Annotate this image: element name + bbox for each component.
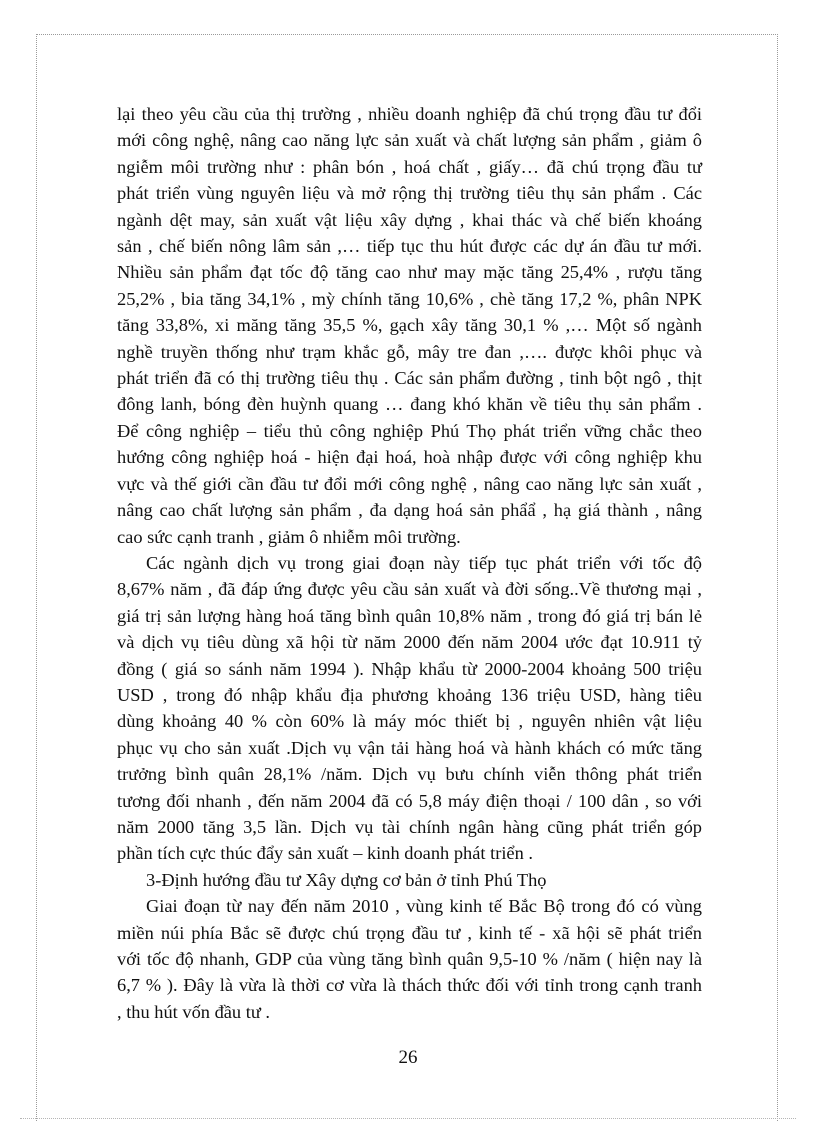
text-line: Giai đoạn từ nay đến năm 2010 , vùng kinh tế Bắc Bộ trong đó có vùng <box>146 896 702 917</box>
paragraph-investment <box>117 893 702 1025</box>
text-line: đồng ( giá so sánh năm 1994 ). Nhập khẩu từ 2000-2004 khoảng 500 triệu <box>117 658 702 679</box>
text-line: 8,67% năm , đã đáp ứng được yêu cầu sản xuất và đời sống..Về thương mại , <box>117 579 702 600</box>
text-line: với tốc độ nhanh, GDP của vùng tăng bình quân 9,5-10 % /năm ( hiện nay là <box>117 949 702 969</box>
text-line: trưởng bình quân 28,1% /năm. Dịch vụ bưu chính viễn thông phát triển <box>117 764 702 785</box>
text-line: Để công nghiệp – tiểu thủ công nghiệp Phú Thọ phát triển vững chắc theo <box>117 420 702 441</box>
text-line: phát triển đã có thị trường tiêu thụ . Các sản phẩm đường , tinh bột ngô , thịt <box>117 368 702 389</box>
text-line: 25,2% , bia tăng 34,1% , mỳ chính tăng 10,6% , chè tăng 17,2 %, phân NPK <box>117 288 702 309</box>
text-line: đông lanh, bóng đèn huỳnh quang … đang khó khăn về tiêu thụ sản phẩm . <box>117 394 702 415</box>
text-line: nghề truyền thống như trạm khắc gỗ, mây tre đan ,…. được khôi phục và <box>117 341 702 362</box>
text-line: vực và thế giới cần đầu tư đổi mới công nghệ , nâng cao năng lực sản xuất , <box>117 473 702 494</box>
page-border-bottom <box>20 1118 796 1119</box>
text-line: tăng 33,8%, xi măng tăng 35,5 %, gạch xây tăng 30,1 % ,… Một số ngành <box>117 315 702 336</box>
text-line: ngiễm môi trường như : phân bón , hoá chất , giấy… đã chú trọng đầu tư <box>117 156 702 177</box>
text-line: dùng khoảng 40 % còn 60% là máy móc thiết bị , nguyên nhiên vật liệu <box>117 711 702 732</box>
text-line: nâng cao chất lượng sản phẩm , đa dạng hoá sản phẩẩ , hạ giá thành , nâng <box>117 500 702 521</box>
text-line: phục vụ cho sản xuất .Dịch vụ vận tải hàng hoá và hành khách có mức tăng <box>117 737 702 758</box>
text-line: hướng công nghiệp hoá - hiện đại hoá, hoà nhập được với công nghiệp khu <box>117 447 702 468</box>
paragraph-services <box>117 550 702 867</box>
text-line: , thu hút vốn đầu tư . <box>117 1001 270 1022</box>
text-line: mới công nghệ, nâng cao năng lực sản xuất và chất lượng sản phẩm , giảm ô <box>117 130 702 151</box>
text-line: tương đối nhanh , đến năm 2004 đã có 5,8 máy điện thoại / 100 dân , so với <box>117 790 702 811</box>
text-line: USD , trong đó nhập khẩu địa phương khoảng 136 triệu USD, hàng tiêu <box>117 684 702 705</box>
text-line: phát triển vùng nguyên liệu và mở rộng thị trường tiêu thụ sản phẩm . Các <box>117 183 702 204</box>
text-line: và dịch vụ tiêu dùng xã hội từ năm 2000 đến năm 2004 ước đạt 10.911 tỷ <box>117 632 702 653</box>
text-line: ngành dệt may, sản xuất vật liệu xây dựng , khai thác và chế biến khoáng <box>117 209 702 230</box>
page-number: 26 <box>398 1047 418 1068</box>
text-line: giá trị sản lượng hàng hoá tăng bình quân 10,8% năm , trong đó giá trị bán lẻ <box>117 605 702 626</box>
text-line: phần tích cực thúc đẩy sản xuất – kinh doanh phát triển . <box>117 843 533 864</box>
text-line: miền núi phía Bắc sẽ được chú trọng đầu tư , kinh tế - xã hội sẽ phát triển <box>117 922 702 943</box>
text-line: sản , chế biến nông lâm sản ,… tiếp tục thu hút được các dự án đầu tư mới. <box>117 236 702 257</box>
section-heading: 3-Định hướng đầu tư Xây dựng cơ bản ở tỉnh Phú Thọ <box>146 869 547 890</box>
text-line: năm 2000 tăng 3,5 lần. Dịch vụ tài chính ngân hàng cũng phát triển góp <box>117 816 702 837</box>
text-line: 6,7 % ). Đây là vừa là thời cơ vừa là thách thức đối với tỉnh trong cạnh tranh <box>117 975 702 996</box>
text-line: cao sức cạnh tranh , giảm ô nhiễm môi trường. <box>117 526 461 547</box>
paragraph-industry <box>117 101 702 550</box>
text-line: lại theo yêu cầu của thị trường , nhiều doanh nghiệp đã chú trọng đầu tư đổi <box>117 104 702 124</box>
text-line: Các ngành dịch vụ trong giai đoạn này tiếp tục phát triển với tốc độ <box>146 552 702 573</box>
document-body <box>117 101 702 1025</box>
text-line: Nhiều sản phẩm đạt tốc độ tăng cao như may mặc tăng 25,4% , rượu tăng <box>117 262 702 283</box>
